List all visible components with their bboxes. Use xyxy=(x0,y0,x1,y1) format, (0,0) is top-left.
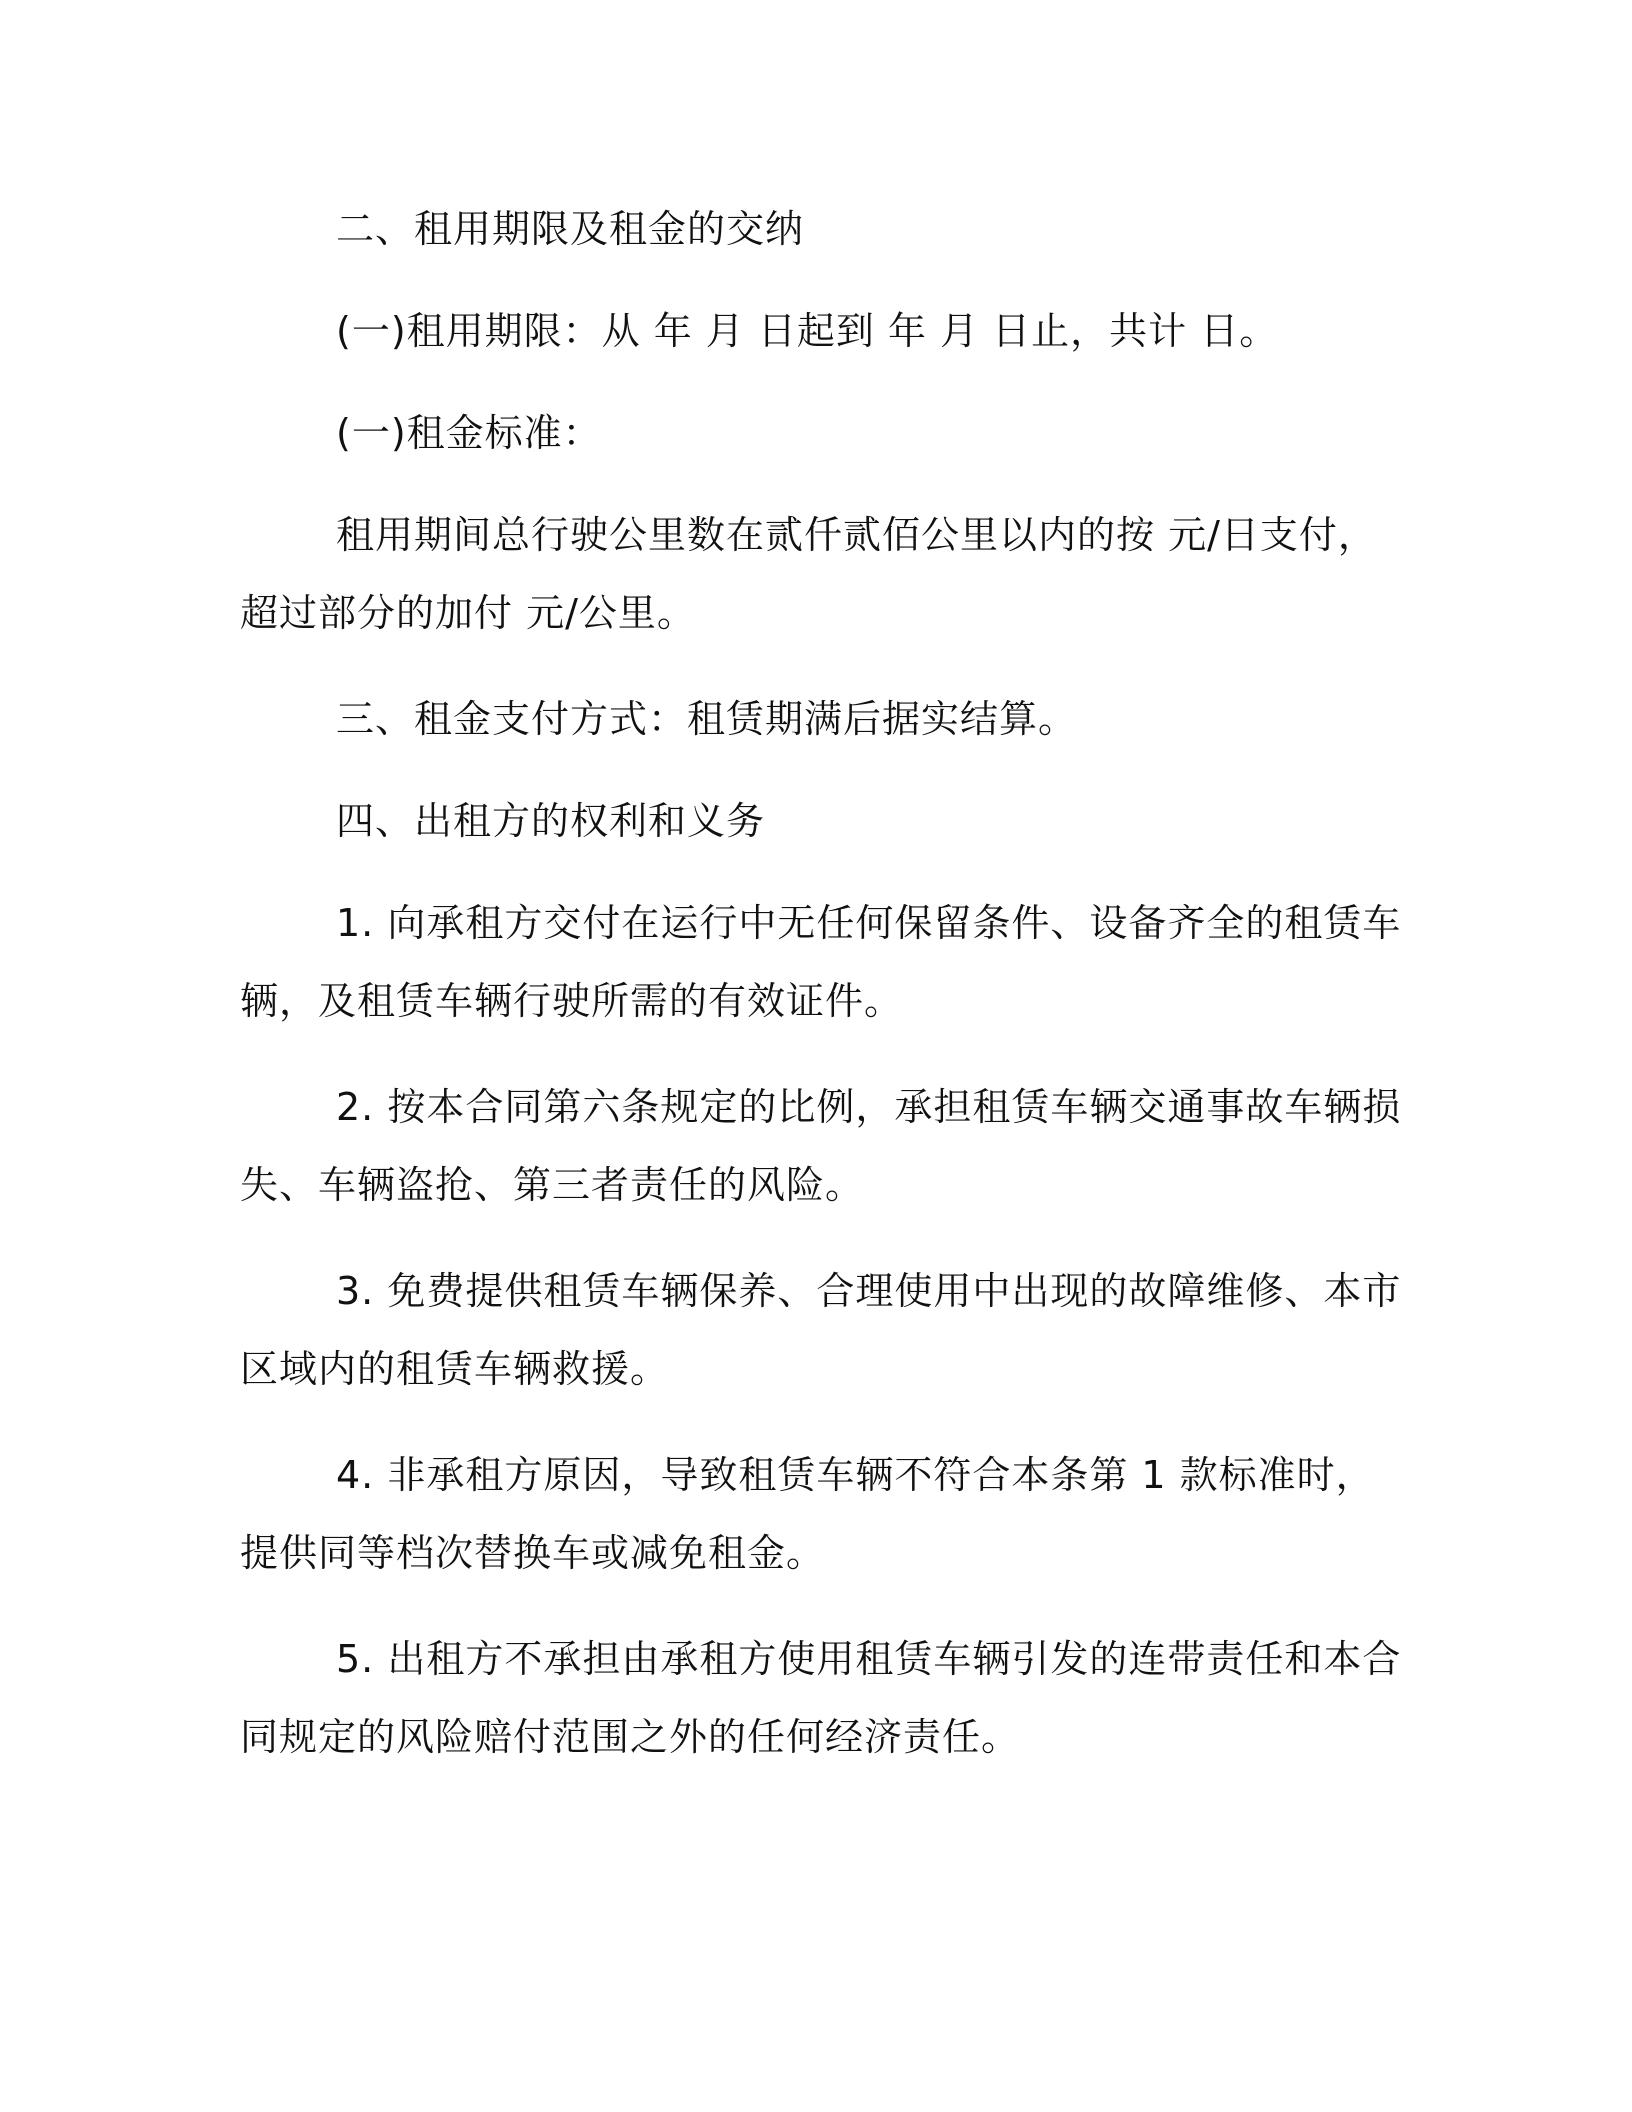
section-heading-payment: 三、租金支付方式：租赁期满后据实结算。 xyxy=(336,697,1078,741)
rent-standard-paragraph: 租用期间总行驶公里数在贰仟贰佰公里以内的按 元/日支付，超过部分的加付 元/公里。 xyxy=(240,513,1377,635)
section-heading-rent-term: 二、租用期限及租金的交纳 xyxy=(336,207,805,251)
rental-period-paragraph: (一)租用期限：从 年 月 日起到 年 月 日止，共计 日。 xyxy=(336,309,1279,353)
list-item: 3. 免费提供租赁车辆保养、合理使用中出现的故障维修、本市区域内的租赁车辆救援。 xyxy=(240,1269,1402,1391)
list-item: 2. 按本合同第六条规定的比例，承担租赁车辆交通事故车辆损失、车辆盗抢、第三者责任的风险。 xyxy=(240,1085,1402,1207)
list-item: 4. 非承租方原因，导致租赁车辆不符合本条第 1 款标准时，提供同等档次替换车或减免租金。 xyxy=(240,1453,1375,1575)
section-heading-lessor-duties: 四、出租方的权利和义务 xyxy=(336,799,766,843)
document-body xyxy=(240,190,1410,1776)
rent-standard-heading: (一)租金标准： xyxy=(336,411,602,455)
list-item: 1. 向承租方交付在运行中无任何保留条件、设备齐全的租赁车辆，及租赁车辆行驶所需的有效证件。 xyxy=(240,901,1402,1023)
list-item: 5. 出租方不承担由承租方使用租赁车辆引发的连带责任和本合同规定的风险赔付范围之外的任何经济责任。 xyxy=(240,1637,1402,1759)
